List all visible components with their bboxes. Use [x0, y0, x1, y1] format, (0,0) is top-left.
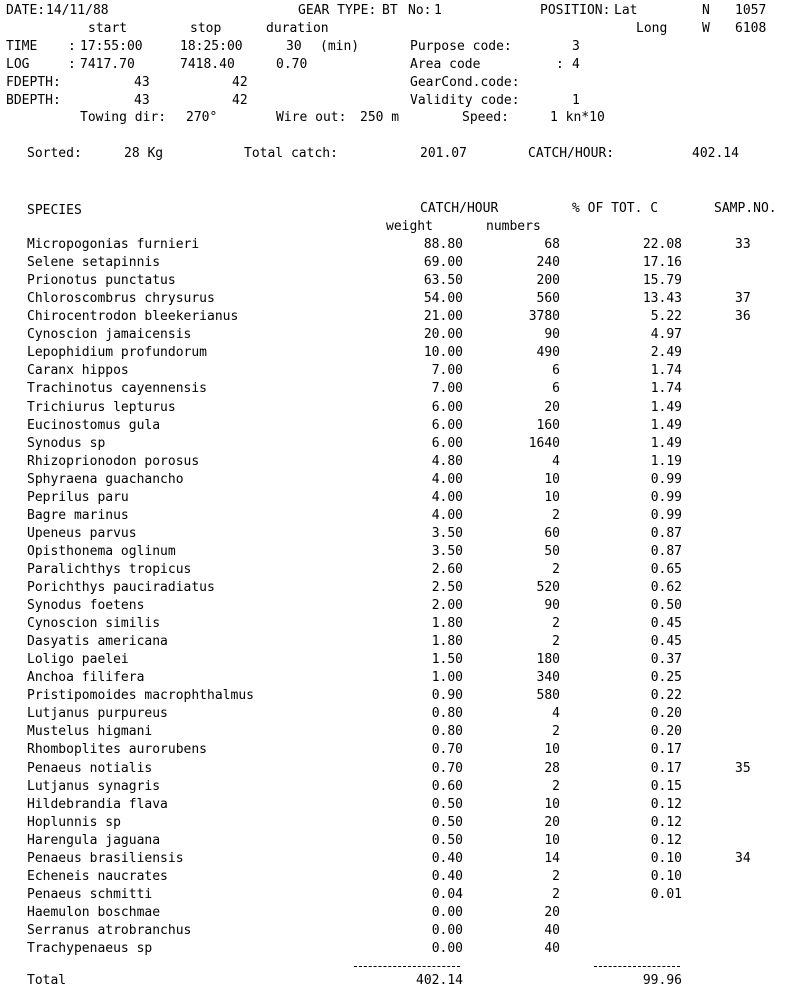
table-row [0, 834, 800, 852]
weight-value: 1.80 [431, 616, 463, 631]
table-row [0, 617, 800, 635]
species-name: Selene setapinnis [27, 255, 161, 271]
table-row [0, 762, 800, 780]
table-row [0, 310, 800, 328]
species-name: Eucinostomus gula [27, 417, 161, 433]
trawl-catch-report: DATE: 14/11/88 GEAR TYPE: BT No: 1 POSITION: Lat N 1057 start stop duration Long W 6108 TIME : 17:55:00 18:25:00 30 (min) Purpose code: 3 LOG : 7417.70 7418.40 0.70 Area code : 4 FDEPTH: 43 42 GearCond.code: BDEPTH: 43 42 Validity code: 1 Towing dir: 270° Wire out: 250 m Speed: 1 kn*10 Sorted: 28 Kg Total catch: 201.07 CATCH/HOUR: 402.14 SPECIES CATCH/HOUR % OF TOT. C SAMP.NO. weight numbers Micropogonias furnieri 88.80 68 22.08 33 Selene setapinnis 69.00 240 17.16 Prionotus punctatus 63.50 200 15.79 Chloroscombrus chrysurus 54.00 560 13.43 37 Chirocentrodon bleekerianus 21.00 3780 5.22 36 Cynoscion jamaicensis 20.00 90 4.97 Lepophidium profundorum 10.00 490 2.49 Caranx hippos 7.00 6 1.74 Trachinotus cayennensis 7.00 6 1.74 Trichiurus lepturus 6.00 20 1.49 Eucinostomus gula 6.00 160 1.49 Synodus sp 6.00 1640 1.49 Rhizoprionodon porosus 4.80 4 1.19 Sphyraena guachancho 4.00 10 0.99 Peprilus paru 4.00 10 0.99 Bagre marinus 4.00 2 0.99 Upeneus parvus 3.50 60 0.87 Opisthonema oglinum 3.50 50 0.87 Paralichthys tropicus 2.60 2 0.65 Porichthys pauciradiatus 2.50 520 0.62 Synodus foetens 2.00 90 0.50 Cynoscion similis 1.80 2 0.45 Dasyatis americana 1.80 2 0.45 Loligo paelei 1.50 180 0.37 Anchoa filifera 1.00 340 0.25 Pristipomoides macrophthalmus 0.90 580 0.22 Lutjanus purpureus 0.80 4 0.20 Mustelus higmani 0.80 2 0.20 Rhomboplites aurorubens 0.70 10 0.17 Penaeus notialis 0.70 28 0.17 35 Lutjanus synagris 0.60 2 0.15 Hildebrandia flava 0.50 10 0.12 Hoplunnis sp 0.50 20 0.12 Harengula jaguana 0.50 10 0.12 Penaeus brasiliensis 0.40 14 0.10 34 Echeneis naucrates 0.40 2 0.10 Penaeus schmitti 0.04 2 0.01 Haemulon boschmae 0.00 20 Serranus atrobranchus 0.00 40 Trachypenaeus sp 0.00 40 Total 402.14 99.96 [0, 0, 800, 991]
numbers-value: 520 [536, 580, 560, 595]
numbers-value: 28 [544, 760, 560, 776]
lat-label: Lat [614, 3, 638, 18]
species-name: Rhizoprionodon porosus [27, 453, 200, 469]
species-name: Micropogonias furnieri [27, 237, 200, 252]
species-name: Lutjanus synagris [27, 778, 161, 794]
time-start: 17:55:00 [80, 39, 143, 54]
pct-value: 0.12 [650, 814, 682, 830]
species-name: Rhomboplites aurorubens [27, 742, 208, 758]
long-hemisphere: W [702, 21, 710, 36]
table-row [0, 780, 800, 798]
species-name: Synodus sp [27, 435, 106, 451]
table-row [0, 545, 800, 563]
species-name: Chloroscombrus chrysurus [27, 291, 215, 307]
validity-code-value: 1 [572, 93, 580, 108]
sample-number: 34 [735, 850, 751, 866]
weight-value: 0.80 [431, 706, 463, 722]
numbers-value: 6 [552, 381, 560, 397]
weight-value: 0.50 [431, 796, 463, 812]
species-name: Peprilus paru [27, 489, 129, 505]
sample-number: 37 [735, 291, 751, 307]
species-name: Trachinotus cayennensis [27, 381, 208, 397]
table-row [0, 798, 800, 816]
pct-total-header: % OF TOT. C [572, 201, 659, 216]
weight-value: 1.00 [431, 670, 463, 686]
numbers-value: 2 [552, 561, 560, 577]
species-name: Lutjanus purpureus [27, 706, 168, 722]
pct-value: 1.74 [650, 381, 682, 397]
towing-dir-value: 270° [186, 110, 218, 125]
numbers-value: 2 [552, 868, 560, 884]
numbers-value: 20 [544, 814, 560, 830]
weight-value: 4.00 [431, 471, 463, 487]
species-name: Trachypenaeus sp [27, 941, 153, 956]
numbers-value: 4 [552, 453, 560, 469]
total-pct-value: 99.96 [642, 973, 682, 988]
gearcond-code-label: GearCond.code: [410, 75, 520, 90]
species-name: Opisthonema oglinum [27, 543, 176, 559]
speed-value: 1 kn*10 [550, 110, 605, 125]
numbers-value: 200 [536, 273, 560, 289]
wire-out-label: Wire out: [276, 110, 347, 125]
pct-total-rule [594, 966, 680, 967]
wire-out-value: 250 m [360, 110, 400, 125]
pct-value: 1.49 [650, 399, 682, 415]
table-row [0, 581, 800, 599]
table-row [0, 942, 800, 960]
pct-value: 0.50 [650, 598, 682, 613]
catch-per-hour-label: CATCH/HOUR: [528, 146, 615, 161]
numbers-value: 40 [544, 922, 560, 938]
pct-value: 0.12 [650, 832, 682, 848]
table-row [0, 527, 800, 545]
weight-value: 10.00 [423, 345, 463, 361]
no-label: No: [408, 3, 432, 18]
col-duration-label: duration [266, 21, 329, 36]
pct-value: 0.17 [650, 742, 682, 758]
weight-value: 0.80 [431, 724, 463, 740]
numbers-value: 490 [536, 345, 560, 361]
numbers-value: 40 [544, 941, 560, 956]
weight-value: 69.00 [423, 255, 463, 271]
species-name: Hoplunnis sp [27, 814, 121, 830]
weight-value: 6.00 [431, 417, 463, 433]
species-name: Mustelus higmani [27, 724, 153, 740]
species-name: Lepophidium profundorum [27, 345, 208, 361]
weight-total-rule [354, 966, 460, 967]
weight-value: 54.00 [423, 291, 463, 307]
species-name: Paralichthys tropicus [27, 561, 192, 577]
numbers-value: 20 [544, 904, 560, 920]
species-name: Loligo paelei [27, 652, 129, 668]
pct-value: 0.37 [650, 652, 682, 668]
numbers-value: 6 [552, 363, 560, 379]
speed-label: Speed: [462, 110, 509, 125]
weight-value: 6.00 [431, 399, 463, 415]
bdepth-start: 43 [134, 93, 150, 108]
pct-value: 0.99 [650, 507, 682, 523]
catch-per-hour-value: 402.14 [692, 146, 739, 161]
weight-value: 2.50 [431, 580, 463, 595]
sample-number-header: SAMP.NO. [714, 201, 777, 216]
weight-value: 0.00 [431, 904, 463, 920]
table-row [0, 599, 800, 617]
species-name: Serranus atrobranchus [27, 922, 192, 938]
fdepth-start: 43 [134, 75, 150, 90]
weight-value: 0.00 [431, 922, 463, 938]
sorted-label: Sorted: [27, 146, 82, 161]
numbers-value: 90 [544, 327, 560, 343]
pct-value: 0.17 [650, 760, 682, 776]
pct-value: 0.62 [650, 580, 682, 595]
table-row [0, 906, 800, 924]
pct-value: 0.15 [650, 778, 682, 794]
numbers-subheader: numbers [486, 219, 541, 234]
table-row [0, 689, 800, 707]
species-name: Dasyatis americana [27, 634, 168, 650]
sample-number: 36 [735, 309, 751, 325]
bdepth-label: BDEPTH: [6, 93, 61, 108]
log-label: LOG [6, 57, 30, 72]
table-row [0, 743, 800, 761]
pct-value: 17.16 [642, 255, 682, 271]
weight-value: 6.00 [431, 435, 463, 451]
no-value: 1 [434, 3, 442, 18]
weight-value: 0.04 [431, 886, 463, 902]
table-row [0, 419, 800, 437]
numbers-value: 340 [536, 670, 560, 686]
bdepth-stop: 42 [232, 93, 248, 108]
table-row [0, 816, 800, 834]
position-label: POSITION: [540, 3, 611, 18]
total-label: Total [27, 973, 67, 988]
numbers-value: 160 [536, 417, 560, 433]
table-row [0, 635, 800, 653]
table-row [0, 473, 800, 491]
species-name: Echeneis naucrates [27, 868, 168, 884]
table-row [0, 346, 800, 364]
numbers-value: 68 [544, 237, 560, 252]
weight-value: 7.00 [431, 381, 463, 397]
numbers-value: 580 [536, 688, 560, 704]
numbers-value: 10 [544, 471, 560, 487]
numbers-value: 4 [552, 706, 560, 722]
species-name: Anchoa filifera [27, 670, 145, 686]
species-header: SPECIES [27, 203, 82, 218]
total-catch-label: Total catch: [244, 146, 338, 161]
towing-dir-label: Towing dir: [80, 110, 167, 125]
table-row [0, 725, 800, 743]
sample-number: 33 [735, 237, 751, 252]
numbers-value: 14 [544, 850, 560, 866]
numbers-value: 2 [552, 507, 560, 523]
species-name: Penaeus notialis [27, 760, 153, 776]
species-name: Penaeus brasiliensis [27, 850, 184, 866]
weight-value: 0.50 [431, 814, 463, 830]
weight-value: 2.60 [431, 561, 463, 577]
area-code-value: 4 [572, 57, 580, 72]
table-row [0, 509, 800, 527]
species-name: Trichiurus lepturus [27, 399, 176, 415]
species-name: Sphyraena guachancho [27, 471, 184, 487]
pct-value: 0.10 [650, 868, 682, 884]
weight-value: 20.00 [423, 327, 463, 343]
numbers-value: 2 [552, 634, 560, 650]
numbers-value: 10 [544, 832, 560, 848]
fdepth-label: FDEPTH: [6, 75, 61, 90]
pct-value: 0.25 [650, 670, 682, 686]
pct-value: 1.19 [650, 453, 682, 469]
numbers-value: 1640 [528, 435, 560, 451]
table-row [0, 491, 800, 509]
pct-value: 0.10 [650, 850, 682, 866]
pct-value: 22.08 [642, 237, 682, 252]
col-start-label: start [88, 21, 128, 36]
table-row [0, 401, 800, 419]
table-row [0, 671, 800, 689]
species-name: Prionotus punctatus [27, 273, 176, 289]
pct-value: 0.20 [650, 724, 682, 740]
species-name: Haemulon boschmae [27, 904, 161, 920]
weight-value: 0.00 [431, 941, 463, 956]
species-name: Harengula jaguana [27, 832, 161, 848]
pct-value: 0.22 [650, 688, 682, 704]
weight-value: 0.70 [431, 760, 463, 776]
numbers-value: 2 [552, 616, 560, 631]
weight-value: 2.00 [431, 598, 463, 613]
weight-value: 63.50 [423, 273, 463, 289]
pct-value: 13.43 [642, 291, 682, 307]
table-row [0, 852, 800, 870]
species-name: Pristipomoides macrophthalmus [27, 688, 254, 704]
validity-code-label: Validity code: [410, 93, 520, 108]
pct-value: 5.22 [650, 309, 682, 325]
log-duration: 0.70 [276, 57, 308, 72]
date-label: DATE: [6, 3, 46, 18]
pct-value: 0.87 [650, 543, 682, 559]
weight-value: 0.40 [431, 850, 463, 866]
pct-value: 0.45 [650, 616, 682, 631]
numbers-value: 50 [544, 543, 560, 559]
table-row [0, 707, 800, 725]
pct-value: 4.97 [650, 327, 682, 343]
species-name: Caranx hippos [27, 363, 129, 379]
pct-value: 0.87 [650, 525, 682, 541]
weight-value: 0.50 [431, 832, 463, 848]
pct-value: 15.79 [642, 273, 682, 289]
pct-value: 0.12 [650, 796, 682, 812]
numbers-value: 180 [536, 652, 560, 668]
total-weight-value: 402.14 [416, 973, 463, 988]
table-row [0, 328, 800, 346]
weight-value: 4.80 [431, 453, 463, 469]
weight-value: 7.00 [431, 363, 463, 379]
species-name: Cynoscion similis [27, 616, 161, 631]
time-label: TIME [6, 39, 38, 54]
species-name: Chirocentrodon bleekerianus [27, 309, 239, 325]
pct-value: 1.49 [650, 417, 682, 433]
numbers-value: 10 [544, 489, 560, 505]
pct-value: 2.49 [650, 345, 682, 361]
pct-value: 0.65 [650, 561, 682, 577]
weight-value: 1.50 [431, 652, 463, 668]
pct-value: 1.74 [650, 363, 682, 379]
weight-value: 21.00 [423, 309, 463, 325]
sample-number: 35 [735, 760, 751, 776]
lat-hemisphere: N [702, 3, 710, 18]
col-stop-label: stop [190, 21, 222, 36]
catch-hour-header: CATCH/HOUR [420, 201, 499, 216]
weight-value: 0.70 [431, 742, 463, 758]
table-row [0, 870, 800, 888]
table-row [0, 888, 800, 906]
weight-value: 0.40 [431, 868, 463, 884]
pct-value: 0.01 [650, 886, 682, 902]
log-start: 7417.70 [80, 57, 135, 72]
species-name: Porichthys pauciradiatus [27, 580, 215, 595]
pct-value: 0.99 [650, 489, 682, 505]
numbers-value: 10 [544, 742, 560, 758]
long-label: Long [636, 21, 668, 36]
numbers-value: 10 [544, 796, 560, 812]
gear-type-value: BT [382, 3, 398, 18]
species-name: Synodus foetens [27, 598, 145, 613]
species-name: Bagre marinus [27, 507, 129, 523]
log-stop: 7418.40 [180, 57, 235, 72]
numbers-value: 2 [552, 778, 560, 794]
table-row [0, 563, 800, 581]
numbers-value: 240 [536, 255, 560, 271]
weight-value: 0.90 [431, 688, 463, 704]
species-name: Cynoscion jamaicensis [27, 327, 192, 343]
weight-subheader: weight [386, 219, 433, 234]
area-code-label: Area code [410, 57, 481, 72]
numbers-value: 3780 [528, 309, 560, 325]
table-row [0, 274, 800, 292]
weight-value: 3.50 [431, 543, 463, 559]
table-row [0, 292, 800, 310]
numbers-value: 60 [544, 525, 560, 541]
weight-value: 1.80 [431, 634, 463, 650]
total-catch-value: 201.07 [420, 146, 467, 161]
weight-value: 3.50 [431, 525, 463, 541]
table-row [0, 256, 800, 274]
time-unit: (min) [320, 39, 360, 54]
table-row [0, 653, 800, 671]
weight-value: 4.00 [431, 507, 463, 523]
weight-value: 4.00 [431, 489, 463, 505]
species-name: Penaeus schmitti [27, 886, 153, 902]
numbers-value: 90 [544, 598, 560, 613]
species-name: Upeneus parvus [27, 525, 137, 541]
pct-value: 1.49 [650, 435, 682, 451]
time-duration: 30 [286, 39, 302, 54]
date-value: 14/11/88 [46, 3, 109, 18]
long-value: 6108 [735, 21, 767, 36]
numbers-value: 2 [552, 724, 560, 740]
purpose-code-value: 3 [572, 39, 580, 54]
weight-value: 0.60 [431, 778, 463, 794]
numbers-value: 20 [544, 399, 560, 415]
gear-type-label: GEAR TYPE: [298, 3, 377, 18]
species-name: Hildebrandia flava [27, 796, 168, 812]
table-row [0, 364, 800, 382]
table-row [0, 437, 800, 455]
table-row [0, 924, 800, 942]
pct-value: 0.45 [650, 634, 682, 650]
numbers-value: 2 [552, 886, 560, 902]
fdepth-stop: 42 [232, 75, 248, 90]
lat-value: 1057 [735, 3, 767, 18]
pct-value: 0.99 [650, 471, 682, 487]
numbers-value: 560 [536, 291, 560, 307]
sorted-value: 28 Kg [124, 146, 164, 161]
pct-value: 0.20 [650, 706, 682, 722]
table-row [0, 238, 800, 256]
weight-value: 88.80 [423, 237, 463, 252]
time-stop: 18:25:00 [180, 39, 243, 54]
purpose-code-label: Purpose code: [410, 39, 512, 54]
table-row [0, 382, 800, 400]
table-row [0, 455, 800, 473]
